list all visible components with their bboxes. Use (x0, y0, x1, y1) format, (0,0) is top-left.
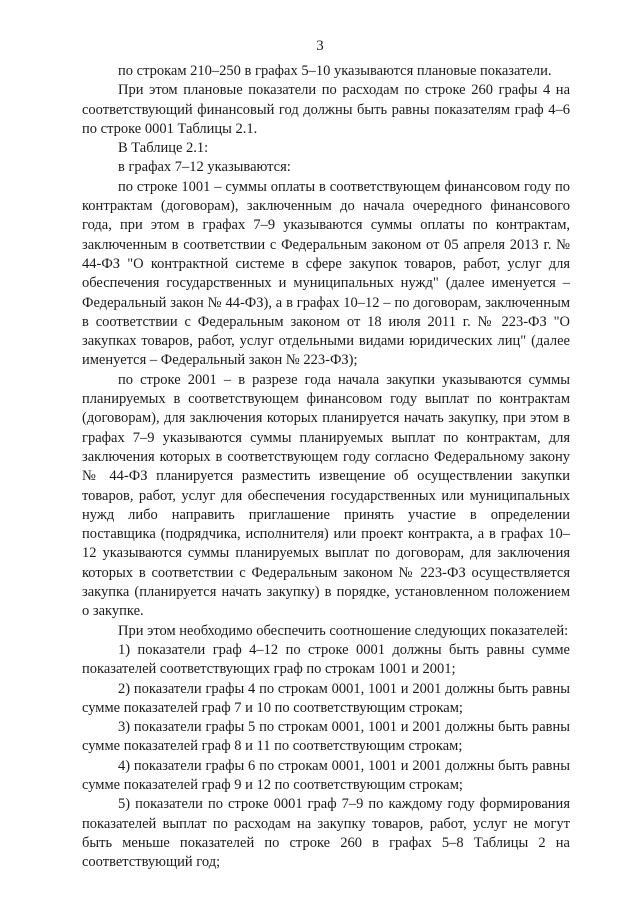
document-body (82, 62, 570, 872)
paragraph: по строке 2001 – в разрезе года начала закупки указываются суммы планируемых в соответствующем финансовом году выплат по контрактам (договорам), для заключения которых планируется начать закупку, при этом в графах 7–9 указываются суммы планируемых выплат по контрактам, для заключения которых в соответствующем году согласно Федеральному закону № 44-ФЗ планируется разместить извещение об осуществлении закупки товаров, работ, услуг для обеспечения государственных или муниципальных нужд либо направить приглашение принять участие в определении поставщика (подрядчика, исполнителя) или проект контракта, а в графах 10–12 указываются суммы планируемых выплат по договорам, для заключения которых в соответствии с Федеральным законом № 223-ФЗ осуществляется закупка (планируется начать закупку) в порядке, установленном положением о закупке. (82, 371, 570, 620)
paragraph: в графах 7–12 указываются: (118, 159, 291, 176)
paragraph: При этом необходимо обеспечить соотношение следующих показателей: (118, 622, 569, 639)
page-number: 3 (316, 38, 324, 54)
paragraph: В Таблице 2.1: (118, 140, 209, 157)
paragraph: 5) показатели по строке 0001 граф 7–9 по каждому году формирования показателей выплат по расходам на закупку товаров, работ, услуг не могут быть меньше показателей по строке 260 в графах 5–8 Таблицы 2 на соответствующий год; (82, 796, 570, 871)
paragraph: 1) показатели граф 4–12 по строке 0001 должны быть равны сумме показателей соответствующих граф по строкам 1001 и 2001; (82, 641, 570, 678)
paragraph: по строкам 210–250 в графах 5–10 указываются плановые показатели. (118, 63, 552, 79)
paragraph: по строке 1001 – суммы оплаты в соответствующем финансовом году по контрактам (договорам), заключенным до начала очередного финансового года, при этом в графах 7–9 указываются суммы оплаты по контрактам, заключенным в соответствии с Федеральным законом от 05 апреля 2013 г. № 44-ФЗ "О контрактной системе в сфере закупок товаров, работ, услуг для обеспечения государственных и муниципальных нужд" (далее именуется – Федеральный закон № 44-ФЗ), а в графах 10–12 – по договорам, заключенным в соответствии с Федеральным законом от 18 июля 2011 г. № 223-ФЗ "О закупках товаров, работ, услуг отдельными видами юридических лиц" (далее именуется – Федеральный закон № 223-ФЗ); (82, 178, 570, 369)
paragraph: При этом плановые показатели по расходам по строке 260 графы 4 на соответствующий финансовый год должны быть равны показателям граф 4–6 по строке 0001 Таблицы 2.1. (82, 82, 570, 137)
paragraph: 4) показатели графы 6 по строкам 0001, 1001 и 2001 должны быть равны сумме показателей граф 9 и 12 по соответствующим строкам; (82, 757, 570, 793)
paragraph: 3) показатели графы 5 по строкам 0001, 1001 и 2001 должны быть равны сумме показателей граф 8 и 11 по соответствующим строкам; (82, 719, 570, 755)
paragraph: 2) показатели графы 4 по строкам 0001, 1001 и 2001 должны быть равны сумме показателей граф 7 и 10 по соответствующим строкам; (82, 680, 570, 716)
